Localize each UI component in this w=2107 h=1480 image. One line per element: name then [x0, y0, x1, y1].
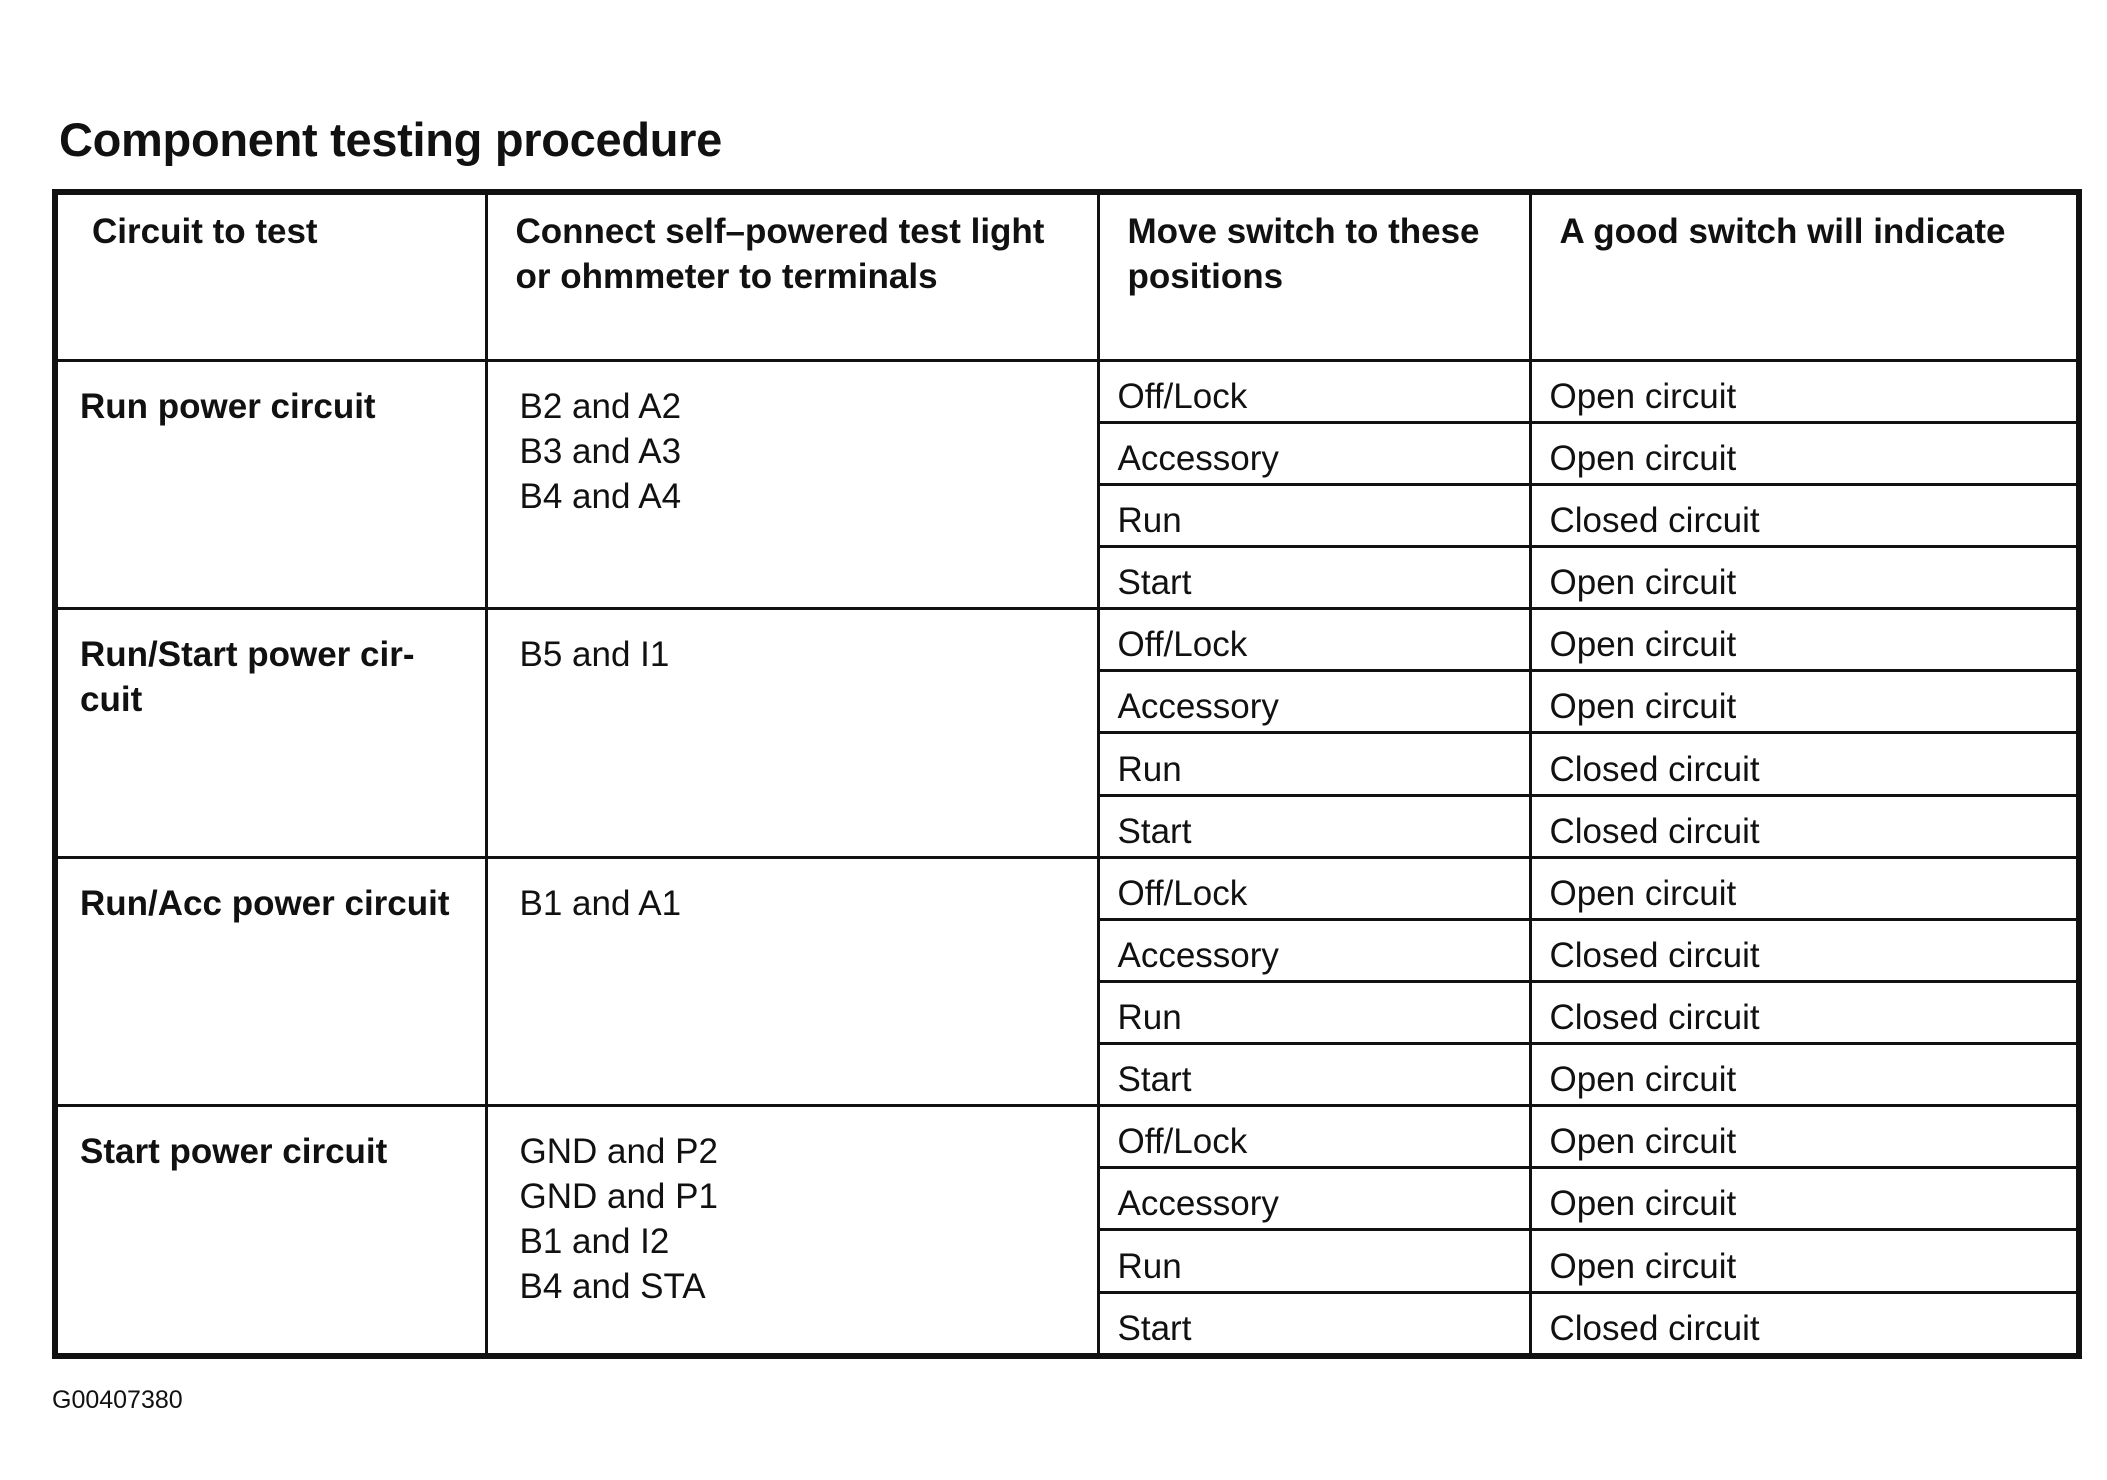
terminal-pair: B4 and A4: [519, 476, 682, 516]
circuit-label: Start power circuit: [80, 1132, 388, 1172]
terminal-pair: B5 and I1: [519, 635, 670, 675]
table-row: [55, 1106, 2079, 1168]
header-positions: Move switch to these positions: [1098, 192, 1530, 360]
terminal-pair: GND and P2: [519, 1132, 718, 1172]
switch-position: Off/Lock: [1098, 1106, 1530, 1168]
terminal-pair: B4 and STA: [519, 1267, 706, 1307]
terminals-cell: [486, 609, 1098, 858]
switch-position: Off/Lock: [1098, 360, 1530, 422]
expected-indication: Closed circuit: [1530, 733, 2079, 795]
table-body: [55, 192, 2079, 1356]
switch-position: Off/Lock: [1098, 857, 1530, 919]
expected-indication: Open circuit: [1530, 422, 2079, 484]
terminal-pair: GND and P1: [519, 1177, 718, 1217]
circuit-cell: [55, 1106, 486, 1356]
terminal-pair: B1 and I2: [519, 1222, 670, 1262]
expected-indication: Open circuit: [1530, 671, 2079, 733]
circuit-cell: [55, 857, 486, 1106]
switch-position: Start: [1098, 547, 1530, 609]
figure-id: G00407380: [52, 1386, 183, 1414]
expected-indication: Closed circuit: [1530, 919, 2079, 981]
terminal-pair: B3 and A3: [519, 431, 682, 471]
terminals-cell: [486, 857, 1098, 1106]
terminal-pair: B2 and A2: [519, 386, 682, 426]
expected-indication: Closed circuit: [1530, 981, 2079, 1043]
expected-indication: Closed circuit: [1530, 1292, 2079, 1356]
expected-indication: Open circuit: [1530, 609, 2079, 671]
expected-indication: Open circuit: [1530, 1044, 2079, 1106]
circuit-cell: [55, 609, 486, 858]
expected-indication: Open circuit: [1530, 1106, 2079, 1168]
terminals-cell: [486, 360, 1098, 609]
terminals-cell: [486, 1106, 1098, 1356]
expected-indication: Closed circuit: [1530, 484, 2079, 546]
switch-position: Start: [1098, 1044, 1530, 1106]
switch-position: Accessory: [1098, 919, 1530, 981]
circuit-label: Run power circuit: [80, 386, 376, 426]
switch-position: Run: [1098, 733, 1530, 795]
expected-indication: Open circuit: [1530, 857, 2079, 919]
expected-indication: Open circuit: [1530, 1230, 2079, 1292]
header-indication: A good switch will indicate: [1530, 192, 2079, 360]
header-terminals: Connect self–powered test light or ohmmeter to terminals: [486, 192, 1098, 360]
switch-position: Accessory: [1098, 1168, 1530, 1230]
switch-position: Start: [1098, 795, 1530, 857]
switch-position: Off/Lock: [1098, 609, 1530, 671]
table-row: [55, 857, 2079, 919]
expected-indication: Open circuit: [1530, 360, 2079, 422]
table-row: [55, 609, 2079, 671]
terminal-pair: B1 and A1: [519, 883, 682, 923]
switch-position: Start: [1098, 1292, 1530, 1356]
switch-position: Run: [1098, 981, 1530, 1043]
table-header-row: [55, 192, 2079, 360]
circuit-cell: [55, 360, 486, 609]
switch-position: Run: [1098, 484, 1530, 546]
circuit-label: Run/Acc power circuit: [80, 883, 450, 923]
component-testing-table: [52, 189, 2082, 1359]
expected-indication: Open circuit: [1530, 1168, 2079, 1230]
table-row: [55, 360, 2079, 422]
switch-position: Run: [1098, 1230, 1530, 1292]
switch-position: Accessory: [1098, 422, 1530, 484]
switch-position: Accessory: [1098, 671, 1530, 733]
expected-indication: Closed circuit: [1530, 795, 2079, 857]
header-circuit: Circuit to test: [55, 192, 486, 360]
expected-indication: Open circuit: [1530, 547, 2079, 609]
circuit-label: Run/Start power cir- cuit: [80, 635, 415, 720]
page-title: Component testing procedure: [59, 113, 722, 166]
